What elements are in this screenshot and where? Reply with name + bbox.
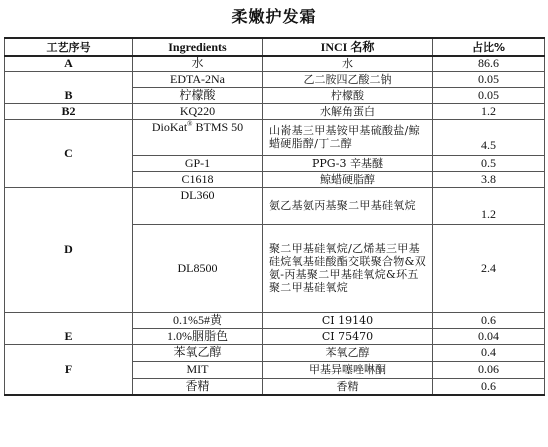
inci-cell: 柠檬酸 [263, 87, 433, 103]
percent-cell: 2.4 [433, 224, 545, 312]
formula-table [4, 37, 545, 396]
step-cell: E [5, 312, 133, 344]
ingredient-cell: EDTA-2Na [133, 71, 263, 87]
ingredient-name: DioKat [151, 119, 188, 134]
inci-cell: 香精 [263, 378, 433, 395]
inci-cell: 氨乙基氨丙基聚二甲基硅氧烷 [263, 187, 433, 224]
step-cell: C [5, 119, 133, 187]
ingredient-cell: DL360 [133, 187, 263, 224]
ingredient-cell: C1618 [133, 171, 263, 187]
percent-cell: 0.05 [433, 87, 545, 103]
table-row [5, 56, 545, 71]
inci-cell: 乙二胺四乙酸二钠 [263, 71, 433, 87]
ingredient-cell: 0.1%5#黄 [133, 312, 263, 328]
step-cell: F [5, 344, 133, 395]
step-cell: A [5, 56, 133, 71]
ingredient-cell: MIT [133, 361, 263, 378]
table-row [5, 71, 545, 87]
table-row [5, 187, 545, 224]
ingredient-suffix: BTMS 50 [192, 119, 244, 134]
percent-cell: 0.05 [433, 71, 545, 87]
ingredient-cell: DL8500 [133, 224, 263, 312]
step-cell: D [5, 187, 133, 312]
ingredient-cell: KQ220 [133, 103, 263, 119]
inci-cell: 水 [263, 56, 433, 71]
ingredient-cell [133, 119, 263, 155]
table-row [5, 103, 545, 119]
percent-cell: 86.6 [433, 56, 545, 71]
percent-cell: 0.4 [433, 344, 545, 361]
inci-cell: 苯氧乙醇 [263, 344, 433, 361]
ingredient-cell: 苯氧乙醇 [133, 344, 263, 361]
percent-cell: 0.5 [433, 155, 545, 171]
inci-cell: 山嵛基三甲基铵甲基硫酸盐/鲸蜡硬脂醇/丁二醇 [263, 119, 433, 155]
inci-cell: CI 19140 [263, 312, 433, 328]
header-row [5, 38, 545, 56]
inci-cell: PPG-3 辛基醚 [263, 155, 433, 171]
percent-cell: 1.2 [433, 187, 545, 224]
inci-cell: 水解角蛋白 [263, 103, 433, 119]
percent-cell: 1.2 [433, 103, 545, 119]
header-inci: INCI 名称 [263, 38, 433, 56]
ingredient-cell: GP-1 [133, 155, 263, 171]
table-row [5, 344, 545, 361]
header-ingredients: Ingredients [133, 38, 263, 56]
percent-cell: 0.6 [433, 378, 545, 395]
inci-cell: 甲基异噻唑啉酮 [263, 361, 433, 378]
percent-cell: 3.8 [433, 171, 545, 187]
ingredient-cell: 1.0%胭脂色 [133, 328, 263, 344]
table-row [5, 312, 545, 328]
table-row [5, 119, 545, 155]
registered-mark: ® [187, 119, 193, 128]
inci-cell: 聚二甲基硅氧烷/乙烯基三甲基硅烷氧基硅酸酯交联聚合物&双氨-丙基聚二甲基硅氧烷&环五聚二甲基硅氧烷 [263, 224, 433, 312]
document-title: 柔嫩护发霜 [231, 7, 317, 26]
ingredient-cell: 柠檬酸 [133, 87, 263, 103]
step-cell: B2 [5, 103, 133, 119]
percent-cell: 0.06 [433, 361, 545, 378]
header-percent: 占比% [433, 38, 545, 56]
percent-cell: 0.6 [433, 312, 545, 328]
header-step: 工艺序号 [5, 38, 133, 56]
percent-cell: 4.5 [433, 119, 545, 155]
inci-cell: CI 75470 [263, 328, 433, 344]
ingredient-cell: 水 [133, 56, 263, 71]
ingredient-cell: 香精 [133, 378, 263, 395]
inci-cell: 鲸蜡硬脂醇 [263, 171, 433, 187]
percent-cell: 0.04 [433, 328, 545, 344]
step-cell: B [5, 71, 133, 103]
